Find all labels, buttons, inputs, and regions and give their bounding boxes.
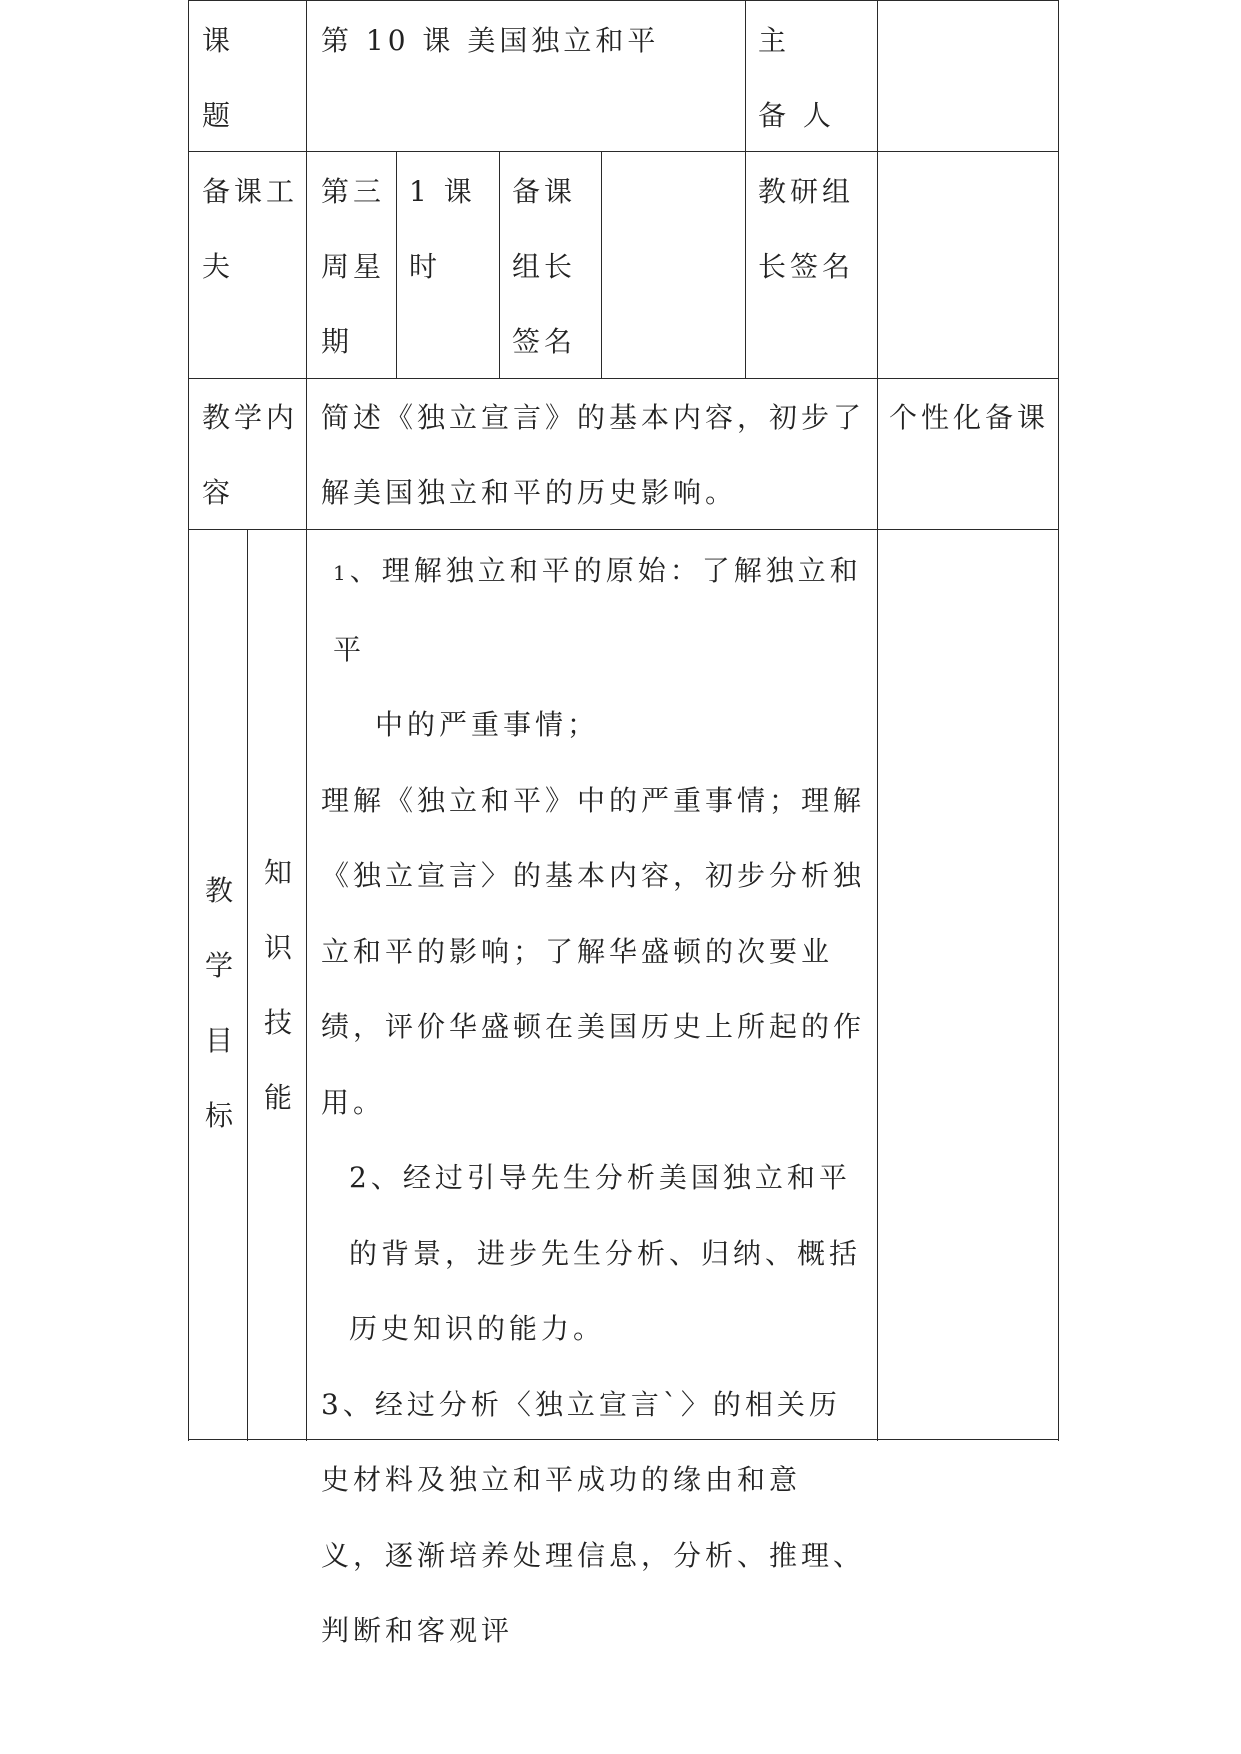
content-text: 简述《独立宣言》的基本内容，初步了解美国独立和平的历史影响。 (321, 401, 866, 509)
period-value: 1 课 时 (409, 175, 476, 283)
col-divider-label (306, 0, 307, 1441)
objective-item-2: 2、经过引导先生分析美国独立和平的背景，进步先生分析、归纳、概括历史知识的能力。 (349, 1161, 862, 1345)
prep-time-label: 备课工 夫 (202, 175, 299, 283)
content-label: 教学内 容 (202, 401, 299, 509)
row-divider-1 (188, 151, 1059, 152)
leader-sign-label: 备课 组长 签名 (512, 175, 577, 358)
col-divider-period (499, 151, 500, 378)
research-sign-label: 教研组 长签名 (758, 175, 855, 283)
objective-item-1-detail: 理解《独立和平》中的严重事情；理解《独立宣言〉的基本内容，初步分析独立和平的影响；了解华盛顿的次要业绩，评价华盛顿在美国历史上所起的作用。 (321, 783, 866, 1119)
col-divider-side (877, 0, 878, 1441)
col-divider-objectives (247, 529, 248, 1441)
objective-item-1-number: 1 (333, 561, 350, 585)
objective-item-1-text: 、理解独立和平的原始：了解独立和平 (333, 554, 862, 666)
table-border-top (188, 0, 1059, 1)
objectives-label: 教 学 目 标 (205, 874, 238, 1132)
objective-item-1 (321, 533, 866, 687)
knowledge-skill-label: 知 识 技 能 (264, 856, 297, 1114)
col-divider-preparer (745, 0, 746, 378)
topic-label: 课 题 (202, 24, 235, 132)
objective-item-3: 3、经过分析〈独立宣言`〉的相关历史材料及独立和平成功的缘由和意 义，逐渐培养处理信息，分析、推理、判断和客观评 (321, 1387, 866, 1647)
col-divider-leader (601, 151, 602, 378)
personalized-prep-label: 个性化备课 (889, 401, 1050, 434)
col-divider-week (396, 151, 397, 378)
week-value: 第三 周星 期 (321, 175, 386, 358)
row-divider-2 (188, 378, 1059, 379)
objective-item-1-continued: 中的严重事情； (375, 708, 600, 741)
preparer-label: 主 备 人 (758, 24, 835, 132)
table-border-left (188, 0, 189, 1441)
table-border-right (1058, 0, 1059, 1441)
topic-value: 第 10 课 美国独立和平 (321, 24, 660, 57)
objectives-text (321, 533, 866, 1669)
